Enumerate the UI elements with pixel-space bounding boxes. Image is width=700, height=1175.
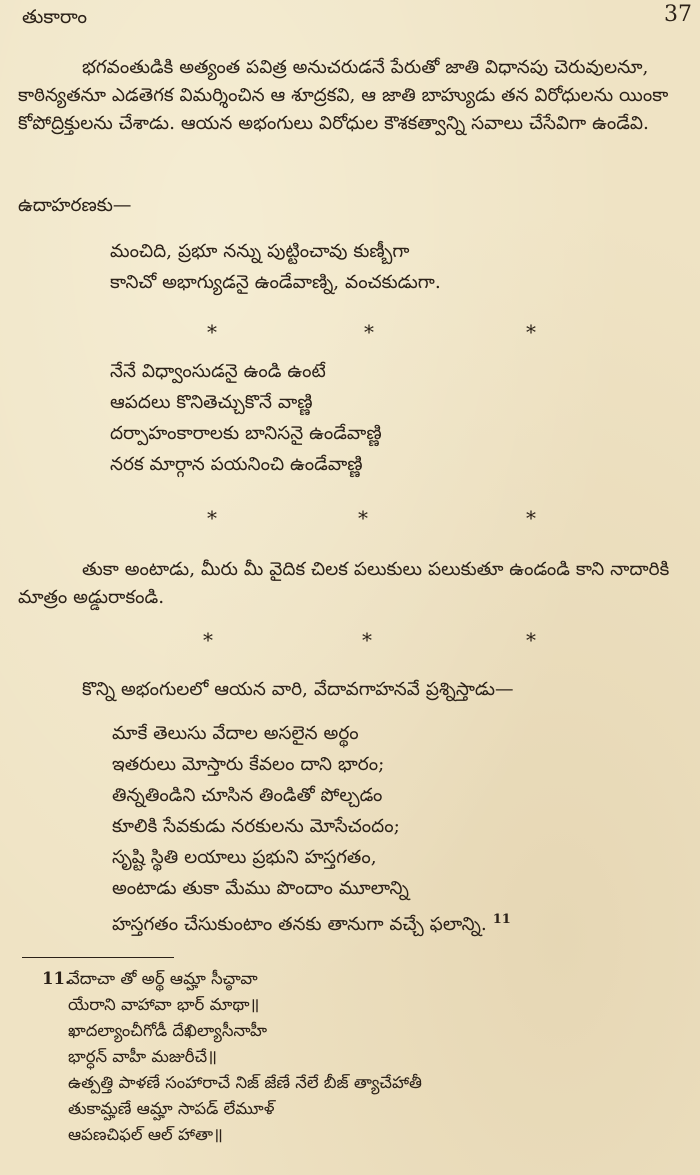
paragraph-2 [18, 556, 686, 612]
footnote-number: 11. [42, 969, 71, 988]
star-ornament: * [362, 628, 372, 652]
verse-line: నేనే విధ్వాంసుడనై ఉండి ఉంటే [110, 361, 326, 382]
star-ornament: * [207, 506, 217, 530]
section-separator [0, 506, 700, 530]
verse-2 [110, 356, 382, 480]
star-ornament: * [526, 628, 536, 652]
intro-paragraph [18, 54, 686, 138]
footnote-line: ఆపణచిఫల్ ఆల్ హాతా॥ [68, 1125, 223, 1144]
section-separator [0, 628, 700, 652]
verse-line: దర్పాహంకారాలకు బానిసనై ఉండేవాణ్ణి [110, 423, 382, 444]
page-number: 37 [664, 2, 692, 27]
intro-text: భగవంతుడికి అత్యంత పవిత్ర అనుచరుడనే పేరుతో జాతి విధానపు చెరువులనూ, కాఠిన్యతనూ ఎడతెగక విమర్శించిన ఆ శూద్రకవి, ఆ జాతి బాహ్యుడు తన విరోధులను యింకా కోపోద్రిక్తులను చేశాడు. ఆయన అభంగులు విరోధుల కౌశకత్వాన్ని సవాలు చేసేవిగా ఉండేవి. [18, 57, 669, 134]
footnote-line: ఖాదల్యాంచీగోడీ దేఖిల్యాసీనాహీ [68, 1021, 268, 1040]
paragraph-3 [18, 676, 686, 704]
running-title: తుకారాం [22, 6, 88, 28]
verse-3 [112, 718, 511, 935]
verse-line: నరక మార్గాన పయనించి ఉండేవాణ్ణి [110, 454, 363, 475]
star-ornament: * [526, 506, 536, 530]
verse-line: కూలికి సేవకుడు నరకులను మోసేచందం; [112, 816, 400, 837]
verse-line-text: హస్తగతం చేసుకుంటాం తనకు తానుగా వచ్చే ఫలాన్ని. [112, 914, 487, 936]
verse-line: తిన్నతిండిని చూసిన తిండితో పోల్చడం [112, 785, 383, 806]
star-ornament: * [364, 320, 374, 344]
footnote-line: వేదాచా తో అర్థ్ ఆమ్హా సీచ్ఠావా [68, 969, 258, 988]
footnote-text [68, 966, 422, 1148]
verse-line: మంచిది, ప్రభూ నన్ను పుట్టించావు కుణ్బీగా [110, 241, 410, 262]
verse-line: అంటాడు తుకా మేము పొందాం మూలాన్ని [112, 878, 409, 899]
footnote-line: భార్ధన్ వాహీ మజురీచే॥ [68, 1047, 218, 1066]
paragraph-2-text: తుకా అంటాడు, మీరు మీ వైదిక చిలక పలుకులు పలుకుతూ ఉండండి కాని నాదారికి మాత్రం అడ్డురాకండి. [18, 559, 670, 608]
star-ornament: * [207, 320, 217, 344]
verse-line: ఇతరులు మోస్తారు కేవలం దాని భారం; [112, 754, 385, 775]
footnote-rule [22, 957, 174, 958]
example-label: ఉదాహరణకు— [18, 195, 132, 216]
verse-line-last [112, 904, 511, 935]
verse-line: సృష్టి స్థితి లయాలు ప్రభుని హస్తగతం, [112, 847, 377, 868]
verse-1 [110, 236, 441, 298]
star-ornament: * [203, 628, 213, 652]
section-separator [0, 320, 700, 344]
footnote-reference: 11 [492, 912, 511, 927]
paragraph-3-text: కొన్ని అభంగులలో ఆయన వారి, వేదావగాహనవే ప్రశ్నిస్తాడు— [82, 679, 514, 700]
verse-line: ఆపదలు కొనితెచ్చుకొనే వాణ్ణి [110, 392, 313, 413]
footnote-line: ఉత్పత్తి పాళణే సంహారాచే నిజ్ జేణే నేలే బీజ్ త్యాచేహాతీ [68, 1073, 422, 1092]
star-ornament: * [526, 320, 536, 344]
verse-line: కానిచో అభాగ్యుడనై ఉండేవాణ్ని, వంచకుడుగా. [110, 272, 441, 293]
footnote-line: తుకామ్హణే ఆమ్హా సాపడ్ లేమూళ్ [68, 1099, 275, 1118]
star-ornament: * [358, 506, 368, 530]
verse-line: మాకే తెలుసు వేదాల అసలైన అర్థం [112, 723, 359, 744]
footnote-line: యేరాని వాహావా భార్ మాథా॥ [68, 995, 260, 1014]
